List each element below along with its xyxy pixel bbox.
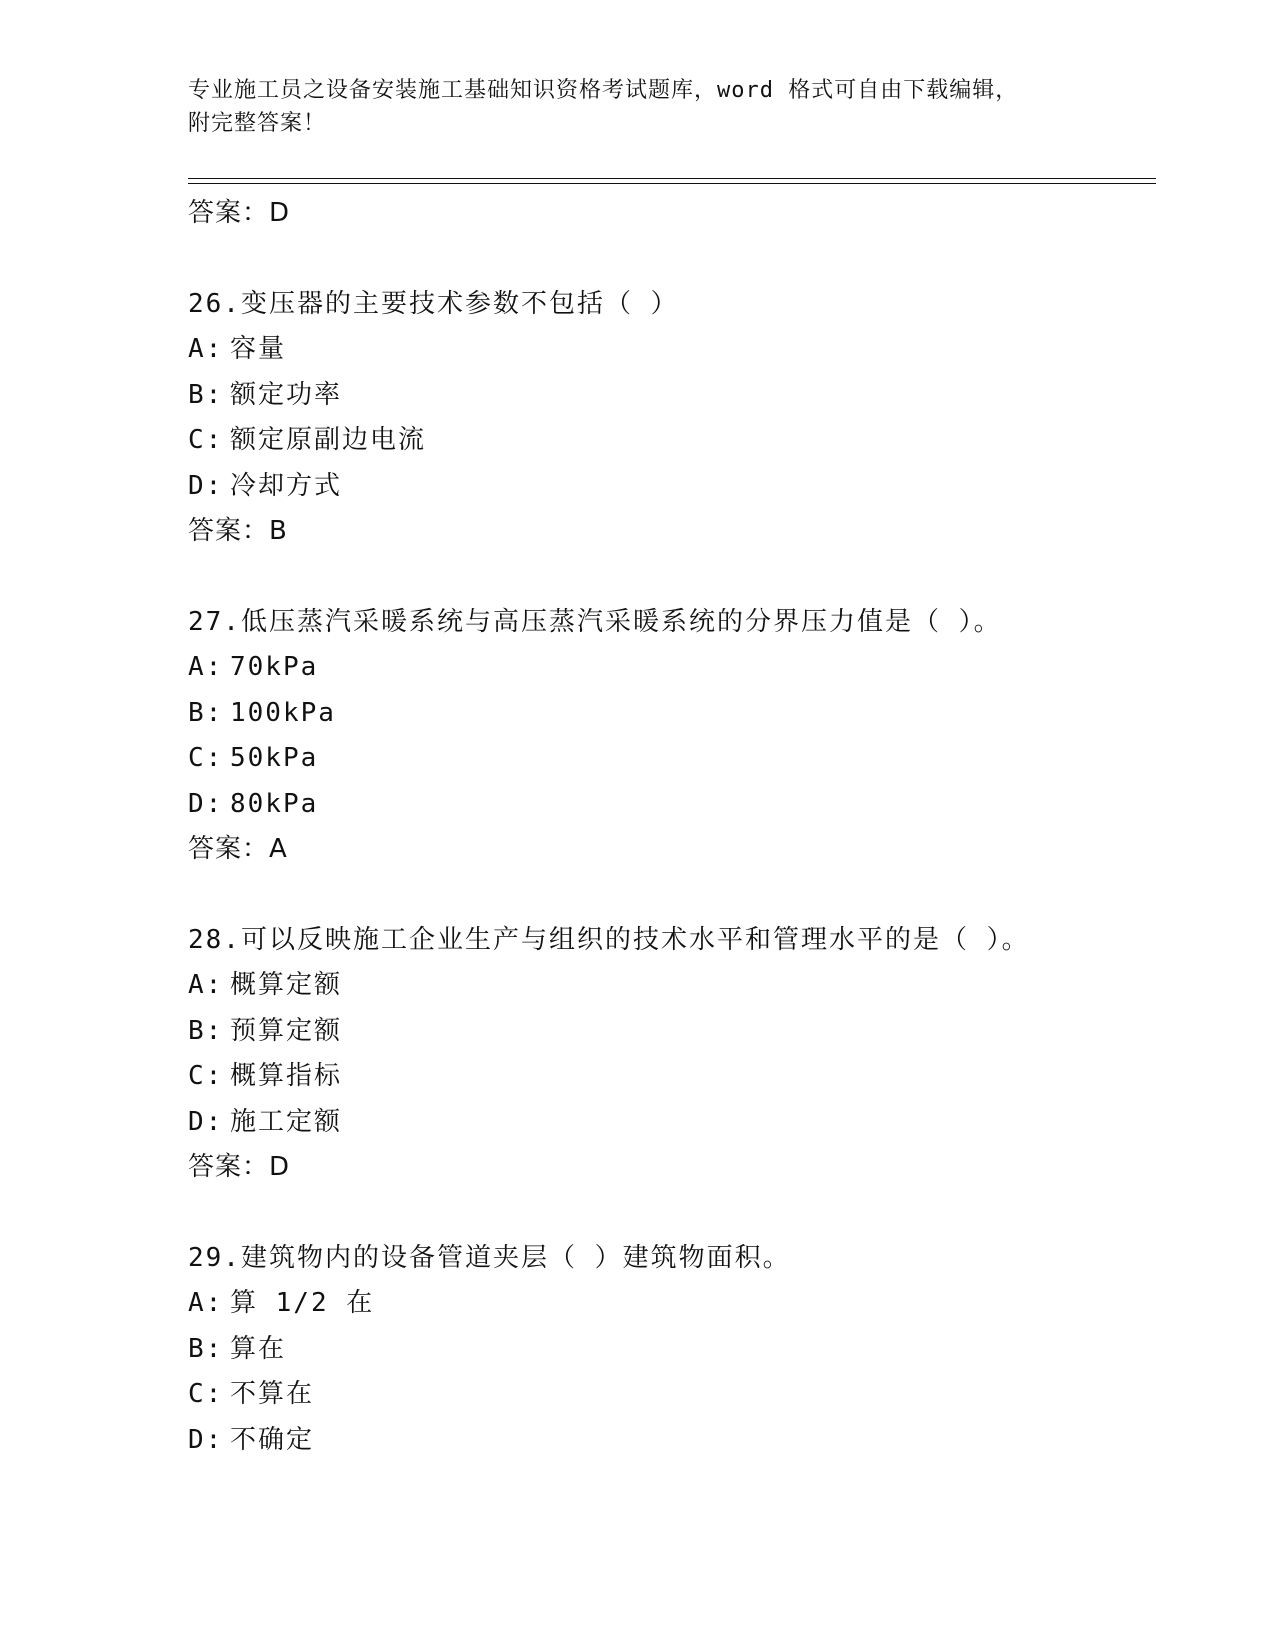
- spacer: [188, 1189, 1156, 1236]
- header-divider-top: [188, 178, 1156, 179]
- header-divider-bottom: [188, 183, 1156, 184]
- option-text: 不确定: [230, 1424, 315, 1455]
- header-line-2: 附完整答案！: [188, 111, 327, 136]
- option-a: [188, 1281, 1156, 1327]
- option-d: [188, 1418, 1156, 1464]
- spacer: [188, 553, 1156, 600]
- answer-line: 答案：B: [188, 516, 288, 546]
- option-a: [188, 327, 1156, 373]
- option-letter: A:: [188, 1288, 224, 1318]
- header-line-1: 专业施工员之设备安装施工基础知识资格考试题库，word 格式可自由下载编辑，: [188, 78, 1019, 103]
- option-text: 100kPa: [230, 697, 336, 728]
- question-stem: 26.变压器的主要技术参数不包括（ ）: [188, 289, 679, 319]
- option-c: [188, 418, 1156, 464]
- question-stem: 28.可以反映施工企业生产与组织的技术水平和管理水平的是（ ）。: [188, 925, 1030, 955]
- option-text: 冷却方式: [230, 470, 343, 501]
- option-letter: A:: [188, 970, 224, 1000]
- option-b: [188, 1009, 1156, 1055]
- spacer: [188, 871, 1156, 918]
- option-letter: A:: [188, 334, 224, 364]
- option-letter: B:: [188, 1015, 224, 1046]
- option-c: [188, 1372, 1156, 1418]
- option-c: [188, 736, 1156, 782]
- option-text: 额定功率: [230, 379, 343, 410]
- answer-line: 答案：D: [188, 198, 291, 228]
- option-b: [188, 373, 1156, 419]
- option-d: [188, 1100, 1156, 1146]
- option-letter: B:: [188, 379, 224, 410]
- option-text: 50kPa: [230, 743, 319, 773]
- question-block: [188, 918, 1156, 1189]
- option-letter: A:: [188, 652, 224, 682]
- option-letter: D:: [188, 470, 224, 501]
- option-text: 预算定额: [230, 1015, 343, 1046]
- option-letter: D:: [188, 1424, 224, 1455]
- option-text: 算在: [230, 1333, 287, 1364]
- question-block: [188, 282, 1156, 553]
- option-text: 施工定额: [230, 1106, 343, 1137]
- answer-line: 答案：A: [188, 834, 288, 864]
- spacer: [188, 235, 1156, 282]
- option-text: 概算定额: [230, 970, 343, 1000]
- option-text: 70kPa: [230, 652, 319, 682]
- question-block: [188, 1236, 1156, 1463]
- option-letter: C:: [188, 1379, 224, 1409]
- option-letter: C:: [188, 1061, 224, 1091]
- option-text: 额定原副边电流: [230, 425, 427, 455]
- option-d: [188, 464, 1156, 510]
- option-letter: B:: [188, 1333, 224, 1364]
- option-a: [188, 645, 1156, 691]
- option-letter: C:: [188, 425, 224, 455]
- option-text: 容量: [230, 334, 287, 364]
- option-d: [188, 782, 1156, 828]
- option-text: 算 1/2 在: [230, 1288, 375, 1318]
- option-letter: B:: [188, 697, 224, 728]
- document-header: [188, 74, 1078, 140]
- option-text: 80kPa: [230, 788, 319, 819]
- question-list: [188, 191, 1156, 1463]
- option-b: [188, 1327, 1156, 1373]
- option-b: [188, 691, 1156, 737]
- answer-line: 答案：D: [188, 1152, 291, 1182]
- question-stem: 29.建筑物内的设备管道夹层（ ）建筑物面积。: [188, 1243, 791, 1273]
- option-letter: D:: [188, 1106, 224, 1137]
- option-a: [188, 963, 1156, 1009]
- option-letter: C:: [188, 743, 224, 773]
- question-block: [188, 600, 1156, 871]
- option-text: 概算指标: [230, 1061, 343, 1091]
- option-c: [188, 1054, 1156, 1100]
- option-text: 不算在: [230, 1379, 315, 1409]
- option-letter: D:: [188, 788, 224, 819]
- question-stem: 27.低压蒸汽采暖系统与高压蒸汽采暖系统的分界压力值是（ ）。: [188, 607, 1002, 637]
